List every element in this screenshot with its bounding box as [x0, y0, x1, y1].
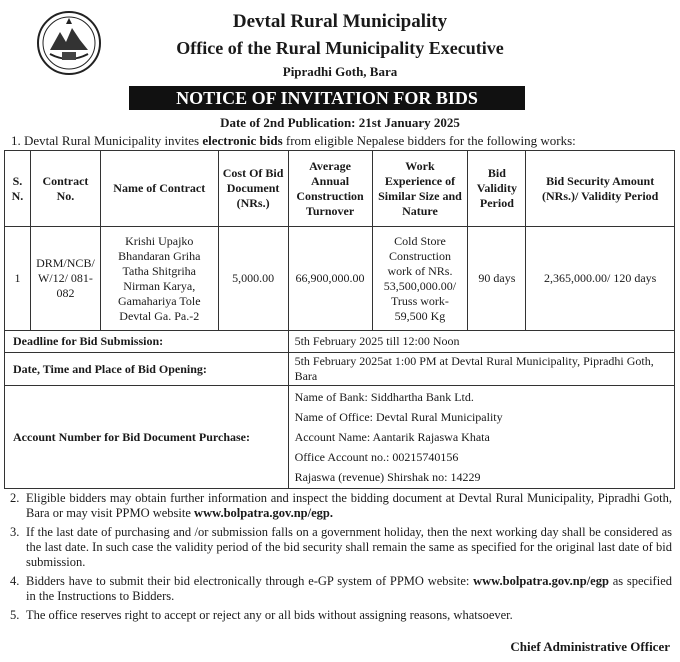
deadline-value: 5th February 2025 till 12:00 Noon — [288, 331, 674, 353]
notice-title: NOTICE OF INVITATION FOR BIDS — [129, 86, 525, 110]
col-header: Bid Validity Period — [468, 151, 526, 227]
deadline-row — [5, 331, 675, 353]
opening-row — [5, 353, 675, 386]
publication-date: Date of 2nd Publication: 21st January 2025 — [220, 115, 460, 130]
account-label: Account Number for Bid Document Purchase: — [5, 386, 289, 489]
bank-name: Name of Bank: Siddhartha Bank Ltd. — [294, 390, 474, 404]
cell-turnover: 66,900,000.00 — [288, 227, 372, 331]
cell-cost: 5,000.00 — [218, 227, 288, 331]
office-name-line: Name of Office: Devtal Rural Municipality — [294, 410, 503, 424]
col-header: Name of Contract — [100, 151, 218, 227]
list-item: 4. Bidders have to submit their bid electronically through e-GP system of PPMO website: www.bolpatra.gov.np/egp as specified in the Instructions to Bidders. — [10, 574, 672, 603]
account-name: Account Name: Aantarik Rajaswa Khata — [294, 430, 490, 444]
col-header: Work Experience of Similar Size and Nature — [372, 151, 468, 227]
table-row — [5, 227, 675, 331]
notes-list — [10, 491, 672, 627]
opening-value: 5th February 2025at 1:00 PM at Devtal Rural Municipality, Pipradhi Goth, Bara — [288, 353, 674, 386]
office-address: Pipradhi Goth, Bara — [282, 64, 398, 79]
account-number: Office Account no.: 00215740156 — [294, 450, 459, 464]
signatory: Chief Administrative Officer — [510, 639, 670, 654]
cell-security: 2,365,000.00/ 120 days — [526, 227, 675, 331]
cell-validity: 90 days — [468, 227, 526, 331]
col-header: S. N. — [5, 151, 31, 227]
intro-paragraph: 1. Devtal Rural Municipality invites electronic bids from eligible Nepalese bidders for the following works: — [11, 133, 576, 148]
account-row — [5, 386, 675, 489]
cell-contract-name: Krishi Upajko Bhandaran Griha Tatha Shitgriha Nirman Karya, Gamahariya Tole Devtal Ga. Pa.-2 — [100, 227, 218, 331]
list-item: 2. Eligible bidders may obtain further information and inspect the bidding document at Devtal Rural Municipality, Pipradhi Goth, Bara or may visit PPMO website www.bolpatra.gov.np/egp. — [10, 491, 672, 520]
bids-table — [4, 150, 675, 489]
org-name: Devtal Rural Municipality — [232, 11, 448, 32]
cell-sn: 1 — [5, 227, 31, 331]
col-header: Contract No. — [30, 151, 100, 227]
revenue-head: Rajaswa (revenue) Shirshak no: 14229 — [294, 470, 481, 484]
table-header-row — [5, 151, 675, 227]
col-header: Average Annual Construction Turnover — [288, 151, 372, 227]
deadline-label: Deadline for Bid Submission: — [5, 331, 289, 353]
office-name: Office of the Rural Municipality Executive — [176, 38, 504, 58]
opening-label: Date, Time and Place of Bid Opening: — [5, 353, 289, 386]
cell-contract-no: DRM/NCB/ W/12/ 081-082 — [30, 227, 100, 331]
col-header: Cost Of Bid Document (NRs.) — [218, 151, 288, 227]
list-item: 3. If the last date of purchasing and /or submission falls on a government holiday, then the next working day shall be considered as the last date. In such case the validity period of the bid security shall remain the same as specified for the original last date of bid submission. — [10, 525, 672, 569]
list-item: 5. The office reserves right to accept or reject any or all bids without assigning reasons, whatsoever. — [10, 608, 513, 622]
cell-experience: Cold Store Construction work of NRs. 53,500,000.00/ Truss work- 59,500 Kg — [372, 227, 468, 331]
account-details — [288, 386, 674, 489]
col-header: Bid Security Amount (NRs.)/ Validity Period — [526, 151, 675, 227]
